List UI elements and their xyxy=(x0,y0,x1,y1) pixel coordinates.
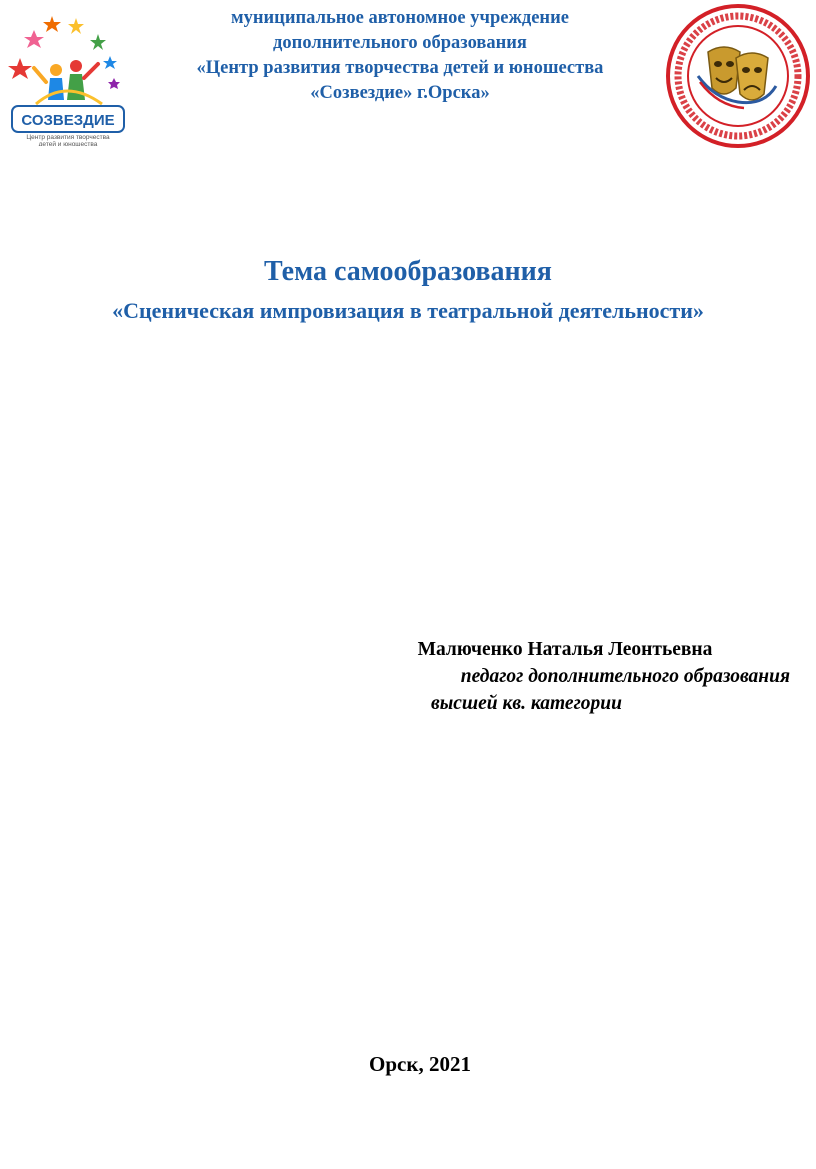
author-name: Малюченко Наталья Леонтьевна xyxy=(417,639,713,660)
header-line-4: «Созвездие» г.Орска» xyxy=(310,83,490,103)
stars-icon xyxy=(8,16,120,89)
author-role: педагог дополнительного образования xyxy=(460,666,790,687)
sozvezdie-logo xyxy=(6,8,130,146)
logo-tagline-1: Центр развития творчества xyxy=(26,134,110,141)
topic-block xyxy=(0,254,816,326)
logo-brand-text: СОЗВЕЗДИЕ xyxy=(21,112,115,129)
author-block xyxy=(340,636,790,717)
logo-tagline-2: детей и юношества xyxy=(38,141,98,146)
place-year: Орск, 2021 xyxy=(369,1052,471,1076)
topic-title: Тема самообразования xyxy=(264,256,552,287)
children-figures-icon xyxy=(34,60,102,104)
institution-header xyxy=(130,6,670,106)
header-line-3: «Центр развития творчества детей и юношества xyxy=(196,58,604,78)
header-line-1: муниципальное автономное учреждение xyxy=(231,8,569,28)
author-category: высшей кв. категории xyxy=(431,693,622,714)
theatre-emblem xyxy=(664,2,812,150)
topic-subtitle: «Сценическая импровизация в театральной деятельности» xyxy=(112,298,704,323)
header-line-2: дополнительного образования xyxy=(273,33,527,53)
